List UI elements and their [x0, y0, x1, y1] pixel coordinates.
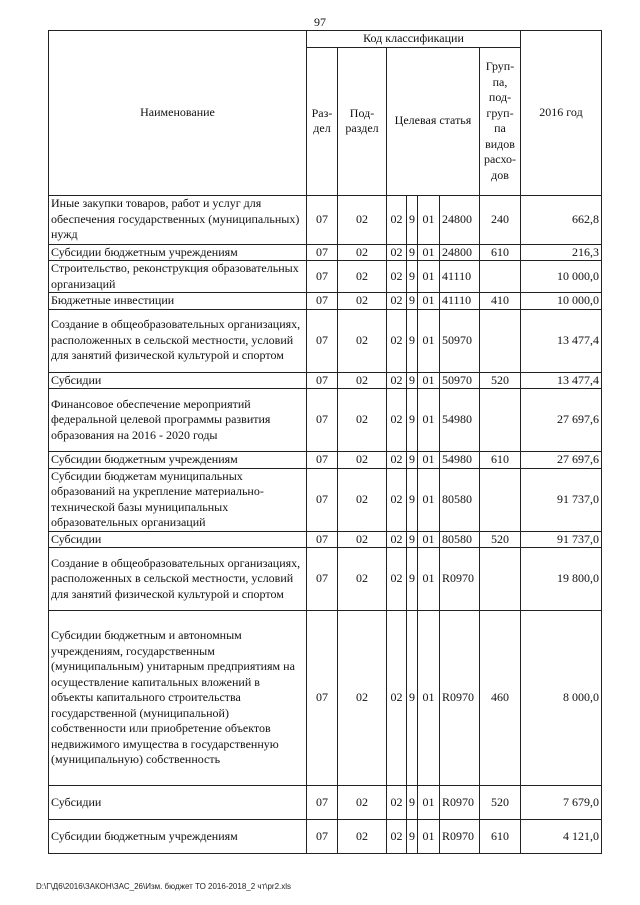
table-row: [49, 452, 602, 469]
row-target-part2: 9: [407, 452, 418, 469]
page-number: 97: [314, 15, 326, 29]
row-name: Иные закупки товаров, работ и услуг для обеспечения государственных (муниципальных) нужд: [49, 195, 307, 244]
row-target-part2: 9: [407, 389, 418, 452]
row-name: Создание в общеобразовательных организациях, расположенных в сельской местности, условий для занятий физической культурой и спортом: [49, 309, 307, 372]
row-amount: 27 697,6: [521, 389, 602, 452]
row-target-part1: 02: [387, 611, 407, 786]
row-target-part3: 01: [418, 389, 440, 452]
row-target-code: 54980: [440, 389, 480, 452]
row-amount: 10 000,0: [521, 293, 602, 310]
row-podrazdel: 02: [338, 820, 387, 854]
row-target-part1: 02: [387, 293, 407, 310]
row-podrazdel: 02: [338, 293, 387, 310]
row-target-part3: 01: [418, 531, 440, 548]
row-amount: 7 679,0: [521, 786, 602, 820]
row-podrazdel: 02: [338, 261, 387, 293]
row-target-code: R0970: [440, 611, 480, 786]
row-target-code: 80580: [440, 468, 480, 531]
row-expense-type: [480, 468, 521, 531]
row-podrazdel: 02: [338, 389, 387, 452]
row-target-part3: 01: [418, 548, 440, 611]
row-target-code: R0970: [440, 548, 480, 611]
row-expense-type: [480, 261, 521, 293]
row-razdel: 07: [307, 786, 338, 820]
row-amount: 13 477,4: [521, 309, 602, 372]
row-target-code: 41110: [440, 261, 480, 293]
row-target-part1: 02: [387, 261, 407, 293]
table-row: [49, 611, 602, 786]
table-row: [49, 309, 602, 372]
row-expense-type: 520: [480, 786, 521, 820]
row-amount: 91 737,0: [521, 468, 602, 531]
row-target-code: 80580: [440, 531, 480, 548]
row-expense-type: [480, 548, 521, 611]
row-target-part2: 9: [407, 372, 418, 389]
row-razdel: 07: [307, 389, 338, 452]
row-expense-type: 460: [480, 611, 521, 786]
row-name: Субсидии бюджетным учреждениям: [49, 244, 307, 261]
row-expense-type: 610: [480, 452, 521, 469]
row-name: Субсидии: [49, 372, 307, 389]
row-expense-type: [480, 389, 521, 452]
row-amount: 216,3: [521, 244, 602, 261]
row-expense-type: 610: [480, 244, 521, 261]
row-target-part3: 01: [418, 372, 440, 389]
row-podrazdel: 02: [338, 452, 387, 469]
row-podrazdel: 02: [338, 548, 387, 611]
row-razdel: 07: [307, 611, 338, 786]
row-target-code: 50970: [440, 372, 480, 389]
row-name: Финансовое обеспечение мероприятий федеральной целевой программы развития образования на 2016 - 2020 годы: [49, 389, 307, 452]
header-year: 2016 год: [521, 31, 602, 196]
row-expense-type: 520: [480, 372, 521, 389]
row-target-part3: 01: [418, 820, 440, 854]
table-row: [49, 786, 602, 820]
row-target-part3: 01: [418, 452, 440, 469]
row-name: Бюджетные инвестиции: [49, 293, 307, 310]
table-body: [49, 195, 602, 854]
row-target-part1: 02: [387, 195, 407, 244]
row-target-part2: 9: [407, 309, 418, 372]
table-row: [49, 261, 602, 293]
row-razdel: 07: [307, 452, 338, 469]
row-target-code: 54980: [440, 452, 480, 469]
row-expense-type: [480, 309, 521, 372]
row-podrazdel: 02: [338, 786, 387, 820]
row-target-code: 41110: [440, 293, 480, 310]
row-expense-type: 240: [480, 195, 521, 244]
row-target-part2: 9: [407, 820, 418, 854]
row-razdel: 07: [307, 244, 338, 261]
row-podrazdel: 02: [338, 468, 387, 531]
row-target-part3: 01: [418, 293, 440, 310]
header-podrazdel: Под- раздел: [338, 47, 387, 195]
row-name: Субсидии бюджетам муниципальных образований на укрепление материально-технической базы муниципальных образовательных организаций: [49, 468, 307, 531]
row-target-part1: 02: [387, 468, 407, 531]
table-row: [49, 820, 602, 854]
row-amount: 10 000,0: [521, 261, 602, 293]
row-amount: 8 000,0: [521, 611, 602, 786]
row-name: Субсидии бюджетным и автономным учреждениям, государственным (муниципальным) унитарным предприятиям на осуществление капитальных вложений в объекты капитального строительства государственной (муниципальной) собственности или приобретение объектов недвижимого имущества в государственную (муниципальную) собственность: [49, 611, 307, 786]
table-row: [49, 389, 602, 452]
row-razdel: 07: [307, 468, 338, 531]
row-razdel: 07: [307, 293, 338, 310]
row-podrazdel: 02: [338, 611, 387, 786]
row-podrazdel: 02: [338, 531, 387, 548]
row-target-part2: 9: [407, 611, 418, 786]
row-amount: 27 697,6: [521, 452, 602, 469]
row-target-part2: 9: [407, 786, 418, 820]
table-row: [49, 195, 602, 244]
row-target-part3: 01: [418, 611, 440, 786]
row-razdel: 07: [307, 261, 338, 293]
table-row: [49, 244, 602, 261]
row-target-part2: 9: [407, 293, 418, 310]
row-target-part3: 01: [418, 261, 440, 293]
row-target-code: 24800: [440, 195, 480, 244]
table-row: [49, 372, 602, 389]
row-target-part1: 02: [387, 372, 407, 389]
row-name: Субсидии бюджетным учреждениям: [49, 820, 307, 854]
row-amount: 662,8: [521, 195, 602, 244]
table-row: [49, 531, 602, 548]
row-target-part2: 9: [407, 261, 418, 293]
row-amount: 19 800,0: [521, 548, 602, 611]
row-target-code: 24800: [440, 244, 480, 261]
row-razdel: 07: [307, 309, 338, 372]
table-row: [49, 548, 602, 611]
row-razdel: 07: [307, 548, 338, 611]
row-target-part2: 9: [407, 244, 418, 261]
row-target-code: R0970: [440, 786, 480, 820]
row-podrazdel: 02: [338, 244, 387, 261]
row-amount: 13 477,4: [521, 372, 602, 389]
row-razdel: 07: [307, 372, 338, 389]
header-group: Груп- па, под- груп- па видов расхо- дов: [480, 47, 521, 195]
row-expense-type: 520: [480, 531, 521, 548]
row-target-part2: 9: [407, 195, 418, 244]
row-name: Строительство, реконструкция образовательных организаций: [49, 261, 307, 293]
row-target-part2: 9: [407, 531, 418, 548]
header-target: Целевая статья: [387, 47, 480, 195]
row-target-part2: 9: [407, 468, 418, 531]
row-name: Субсидии бюджетным учреждениям: [49, 452, 307, 469]
row-target-part3: 01: [418, 309, 440, 372]
header-razdel: Раз- дел: [307, 47, 338, 195]
row-name: Субсидии: [49, 531, 307, 548]
row-target-part2: 9: [407, 548, 418, 611]
row-target-part1: 02: [387, 531, 407, 548]
row-target-part1: 02: [387, 452, 407, 469]
table-row: [49, 468, 602, 531]
row-amount: 91 737,0: [521, 531, 602, 548]
header-name: Наименование: [49, 31, 307, 196]
row-target-part3: 01: [418, 786, 440, 820]
row-amount: 4 121,0: [521, 820, 602, 854]
row-target-code: R0970: [440, 820, 480, 854]
row-podrazdel: 02: [338, 309, 387, 372]
row-name: Субсидии: [49, 786, 307, 820]
table-row: [49, 293, 602, 310]
budget-table: [48, 30, 602, 854]
row-target-part1: 02: [387, 548, 407, 611]
row-razdel: 07: [307, 820, 338, 854]
header-classification: Код классификации: [307, 31, 521, 48]
row-razdel: 07: [307, 195, 338, 244]
row-target-part1: 02: [387, 309, 407, 372]
row-name: Создание в общеобразовательных организациях, расположенных в сельской местности, условий для занятий физической культурой и спортом: [49, 548, 307, 611]
row-expense-type: 410: [480, 293, 521, 310]
row-expense-type: 610: [480, 820, 521, 854]
row-target-part3: 01: [418, 244, 440, 261]
row-target-part1: 02: [387, 244, 407, 261]
row-podrazdel: 02: [338, 372, 387, 389]
row-target-part3: 01: [418, 468, 440, 531]
file-path-footer: D:\Г\Д6\2016\ЗАКОН\ЗАС_26\Изм. бюджет ТО 2016-2018_2 чт\pr2.xls: [36, 882, 292, 891]
row-target-part1: 02: [387, 389, 407, 452]
row-target-part3: 01: [418, 195, 440, 244]
row-target-code: 50970: [440, 309, 480, 372]
row-razdel: 07: [307, 531, 338, 548]
row-target-part1: 02: [387, 820, 407, 854]
row-target-part1: 02: [387, 786, 407, 820]
row-podrazdel: 02: [338, 195, 387, 244]
